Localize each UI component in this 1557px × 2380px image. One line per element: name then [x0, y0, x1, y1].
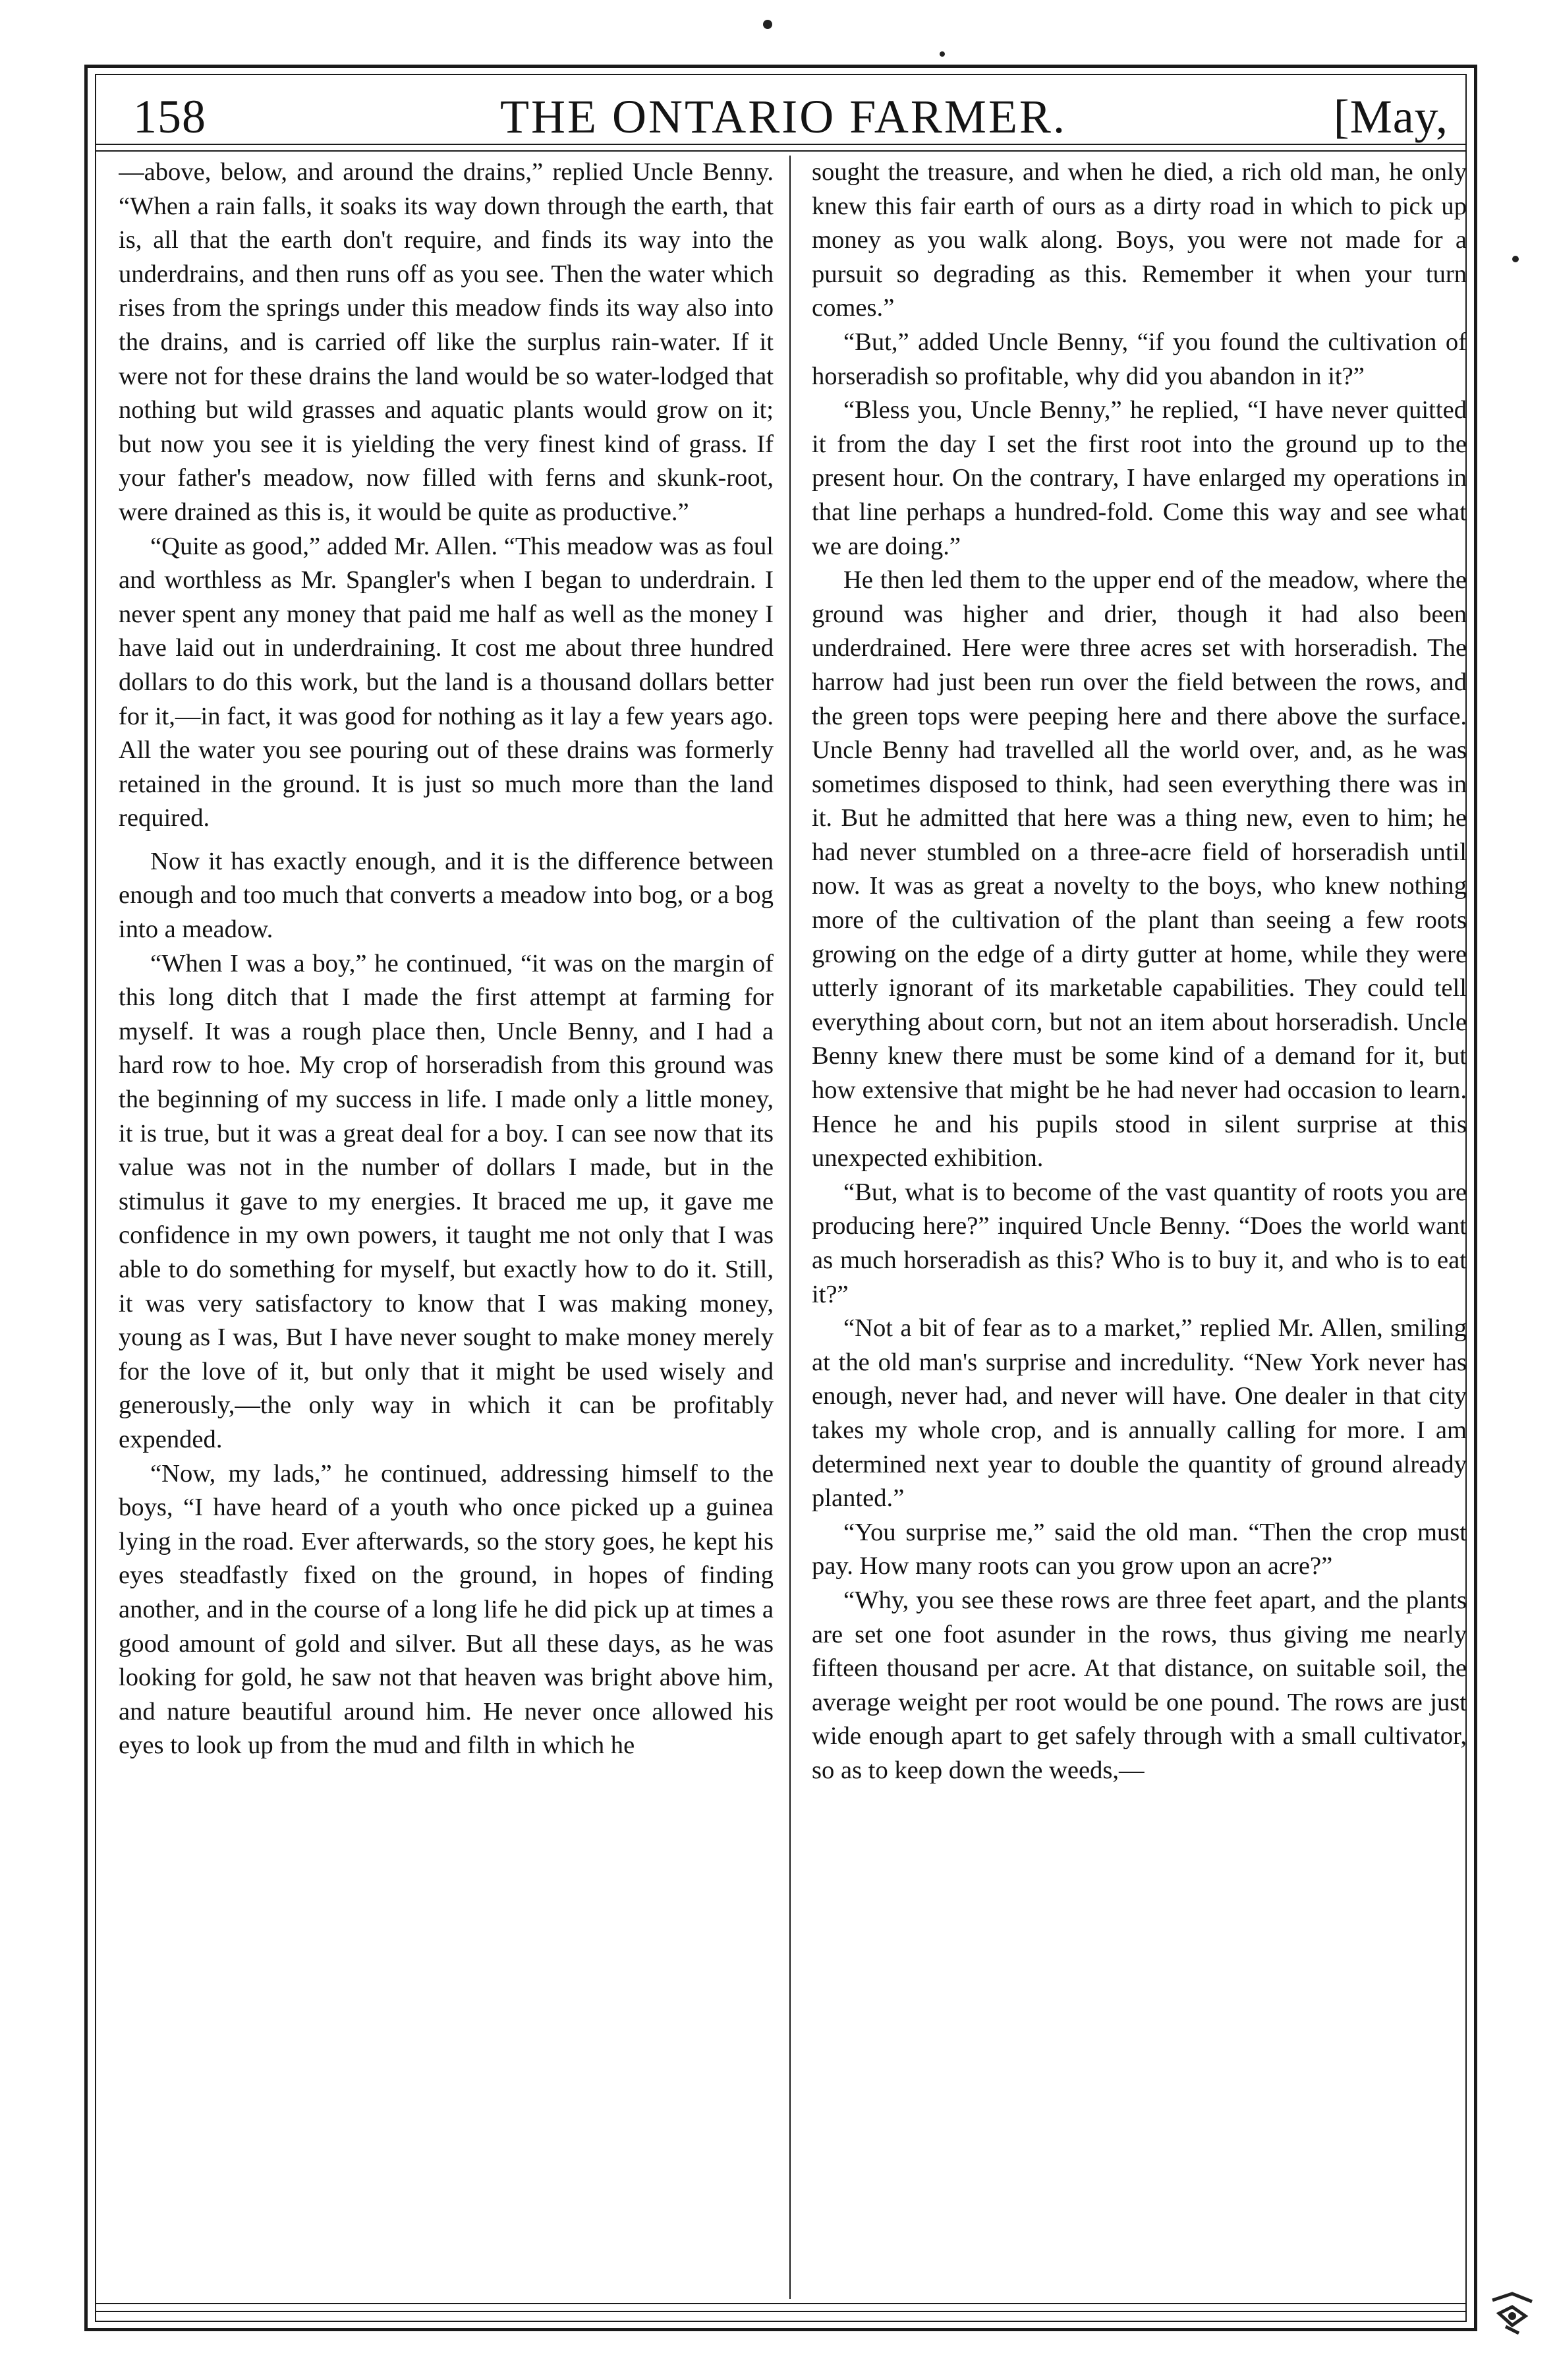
printers-ornament-icon [1486, 2287, 1539, 2340]
left-column [119, 156, 774, 2311]
paragraph: “Quite as good,” added Mr. Allen. “This meadow was as foul and worthless as Mr. Spangler's when I began to underdrain. I never spent any money that paid me half as well as the money I have laid out in underdraining. It cost me about three hundred dollars to do this work, but the land is a thousand dollars better for it,—in fact, it was good for nothing as it lay a few years ago. All the water you see pouring out of these drains was formerly retained in the ground. It is just so much more than the land required. [119, 532, 774, 832]
footer-rule [96, 2311, 1465, 2312]
paragraph: “Bless you, Uncle Benny,” he replied, “I have never quitted it from the day I set the first root into the ground up to the present hour. On the contrary, I have enlarged my operations in that line perhaps a hundred-fold. Come this way and see what we are doing.” [812, 396, 1467, 560]
printers-dot [1512, 256, 1519, 262]
printers-dot [940, 51, 945, 57]
paragraph: “You surprise me,” said the old man. “Then the crop must pay. How many roots can you grow upon an acre?” [812, 1518, 1467, 1581]
header-rule [96, 150, 1465, 152]
footer-rule [96, 2303, 1465, 2304]
column-divider [789, 156, 791, 2299]
paragraph: “Now, my lads,” he continued, addressing himself to the boys, “I have heard of a youth who once picked up a guinea lying in the road. Ever afterwards, so the story goes, he kept his eyes steadfastly fixed on the ground, in hopes of finding another, and in the course of a long life he did pick up at times a good amount of gold and silver. But all these days, as he was looking for gold, he saw not that heaven was bright above him, and nature beautiful around him. He never once allowed his eyes to look up from the mud and filth in which he [119, 1459, 774, 1760]
paragraph: “Why, you see these rows are three feet apart, and the plants are set one foot asunder in the rows, thus giving me nearly fifteen thousand per acre. At that distance, on suitable soil, the average weight per root would be one pound. The rows are just wide enough apart to get safely through with a small cultivator, so as to keep down the weeds,— [812, 1586, 1467, 1784]
paragraph: “But, what is to become of the vast quantity of roots you are producing here?” inquired Uncle Benny. “Does the world want as much horseradish as this? Who is to buy it, and who is to eat it?” [812, 1178, 1467, 1308]
running-title: THE ONTARIO FARMER. [500, 90, 1067, 143]
right-column [812, 156, 1467, 2311]
paragraph: “But,” added Uncle Benny, “if you found the cultivation of horseradish so profitable, why did you abandon in it?” [812, 328, 1467, 390]
paragraph: sought the treasure, and when he died, a rich old man, he only knew this fair earth of ours as a dirty road in which to pick up money as you walk along. Boys, you were not made for a pursuit so degrading as this. Remember it when your turn comes.” [812, 158, 1467, 322]
running-month: [May, [1333, 90, 1448, 143]
page-header [119, 84, 1448, 163]
header-rule [96, 144, 1465, 145]
paragraph: “Not a bit of fear as to a market,” replied Mr. Allen, smiling at the old man's surprise and incredulity. “New York never has enough, never had, and never will have. One dealer in that city takes my whole crop, and is annually calling for more. I am determined next year to double the quantity of ground already planted.” [812, 1314, 1467, 1513]
printers-dot [763, 20, 772, 29]
paragraph: —above, below, and around the drains,” replied Uncle Benny. “When a rain falls, it soaks its way down through the earth, that is, all that the earth don't require, and finds its way into the underdrains, and then runs off as you see. Then the water which rises from the springs under this meadow finds its way also into the drains, and is carried off like the surplus rain-water. If it were not for these drains the land would be so water-lodged that nothing but wild grasses and aquatic plants would grow on it; but now you see it is yielding the very finest kind of grass. If your father's meadow, now filled with ferns and skunk-root, were drained as this is, it would be quite as productive.” [119, 158, 774, 526]
paragraph: Now it has exactly enough, and it is the difference between enough and too much that converts a meadow into bog, or a bog into a meadow. [119, 847, 774, 944]
page-number: 158 [133, 90, 206, 143]
paragraph: He then led them to the upper end of the meadow, where the ground was higher and drier, though it had also been underdrained. Here were three acres set with horseradish. The harrow had just been run over the field between the rows, and the green tops were peeping here and there above the surface. Uncle Benny had travelled all the world over, and, as he was sometimes disposed to think, had seen everything there was in it. But he admitted that here was a thing new, even to him; he had never stumbled on a three-acre field of horseradish until now. It was as great a novelty to the boys, who knew nothing more of the cultivation of the plant than seeing a few roots growing on the edge of a dirty gutter at home, while they were utterly ignorant of its marketable capabilities. They could tell everything about corn, but not an item about horseradish. Uncle Benny knew there must be some kind of a demand for it, but how extensive that might be he had never had occasion to learn. Hence he and his pupils stood in silent surprise at this unexpected exhibition. [812, 566, 1467, 1173]
paragraph: “When I was a boy,” he continued, “it was on the margin of this long ditch that I made the first attempt at farming for myself. It was a rough place then, Uncle Benny, and I had a hard row to hoe. My crop of horseradish from this ground was the beginning of my success in life. I made only a little money, it is true, but it was a great deal for a boy. I can see now that its value was not in the number of dollars I made, but in the stimulus it gave to my energies. It braced me up, it gave me confidence in my own powers, it taught me not only that I was able to do something for myself, but exactly how to do it. Still, it was very satisfactory to know that I was making money, young as I was, But I have never sought to make money merely for the love of it, but only that it might be used wisely and generously,—the only way in which it can be profitably expended. [119, 949, 774, 1453]
